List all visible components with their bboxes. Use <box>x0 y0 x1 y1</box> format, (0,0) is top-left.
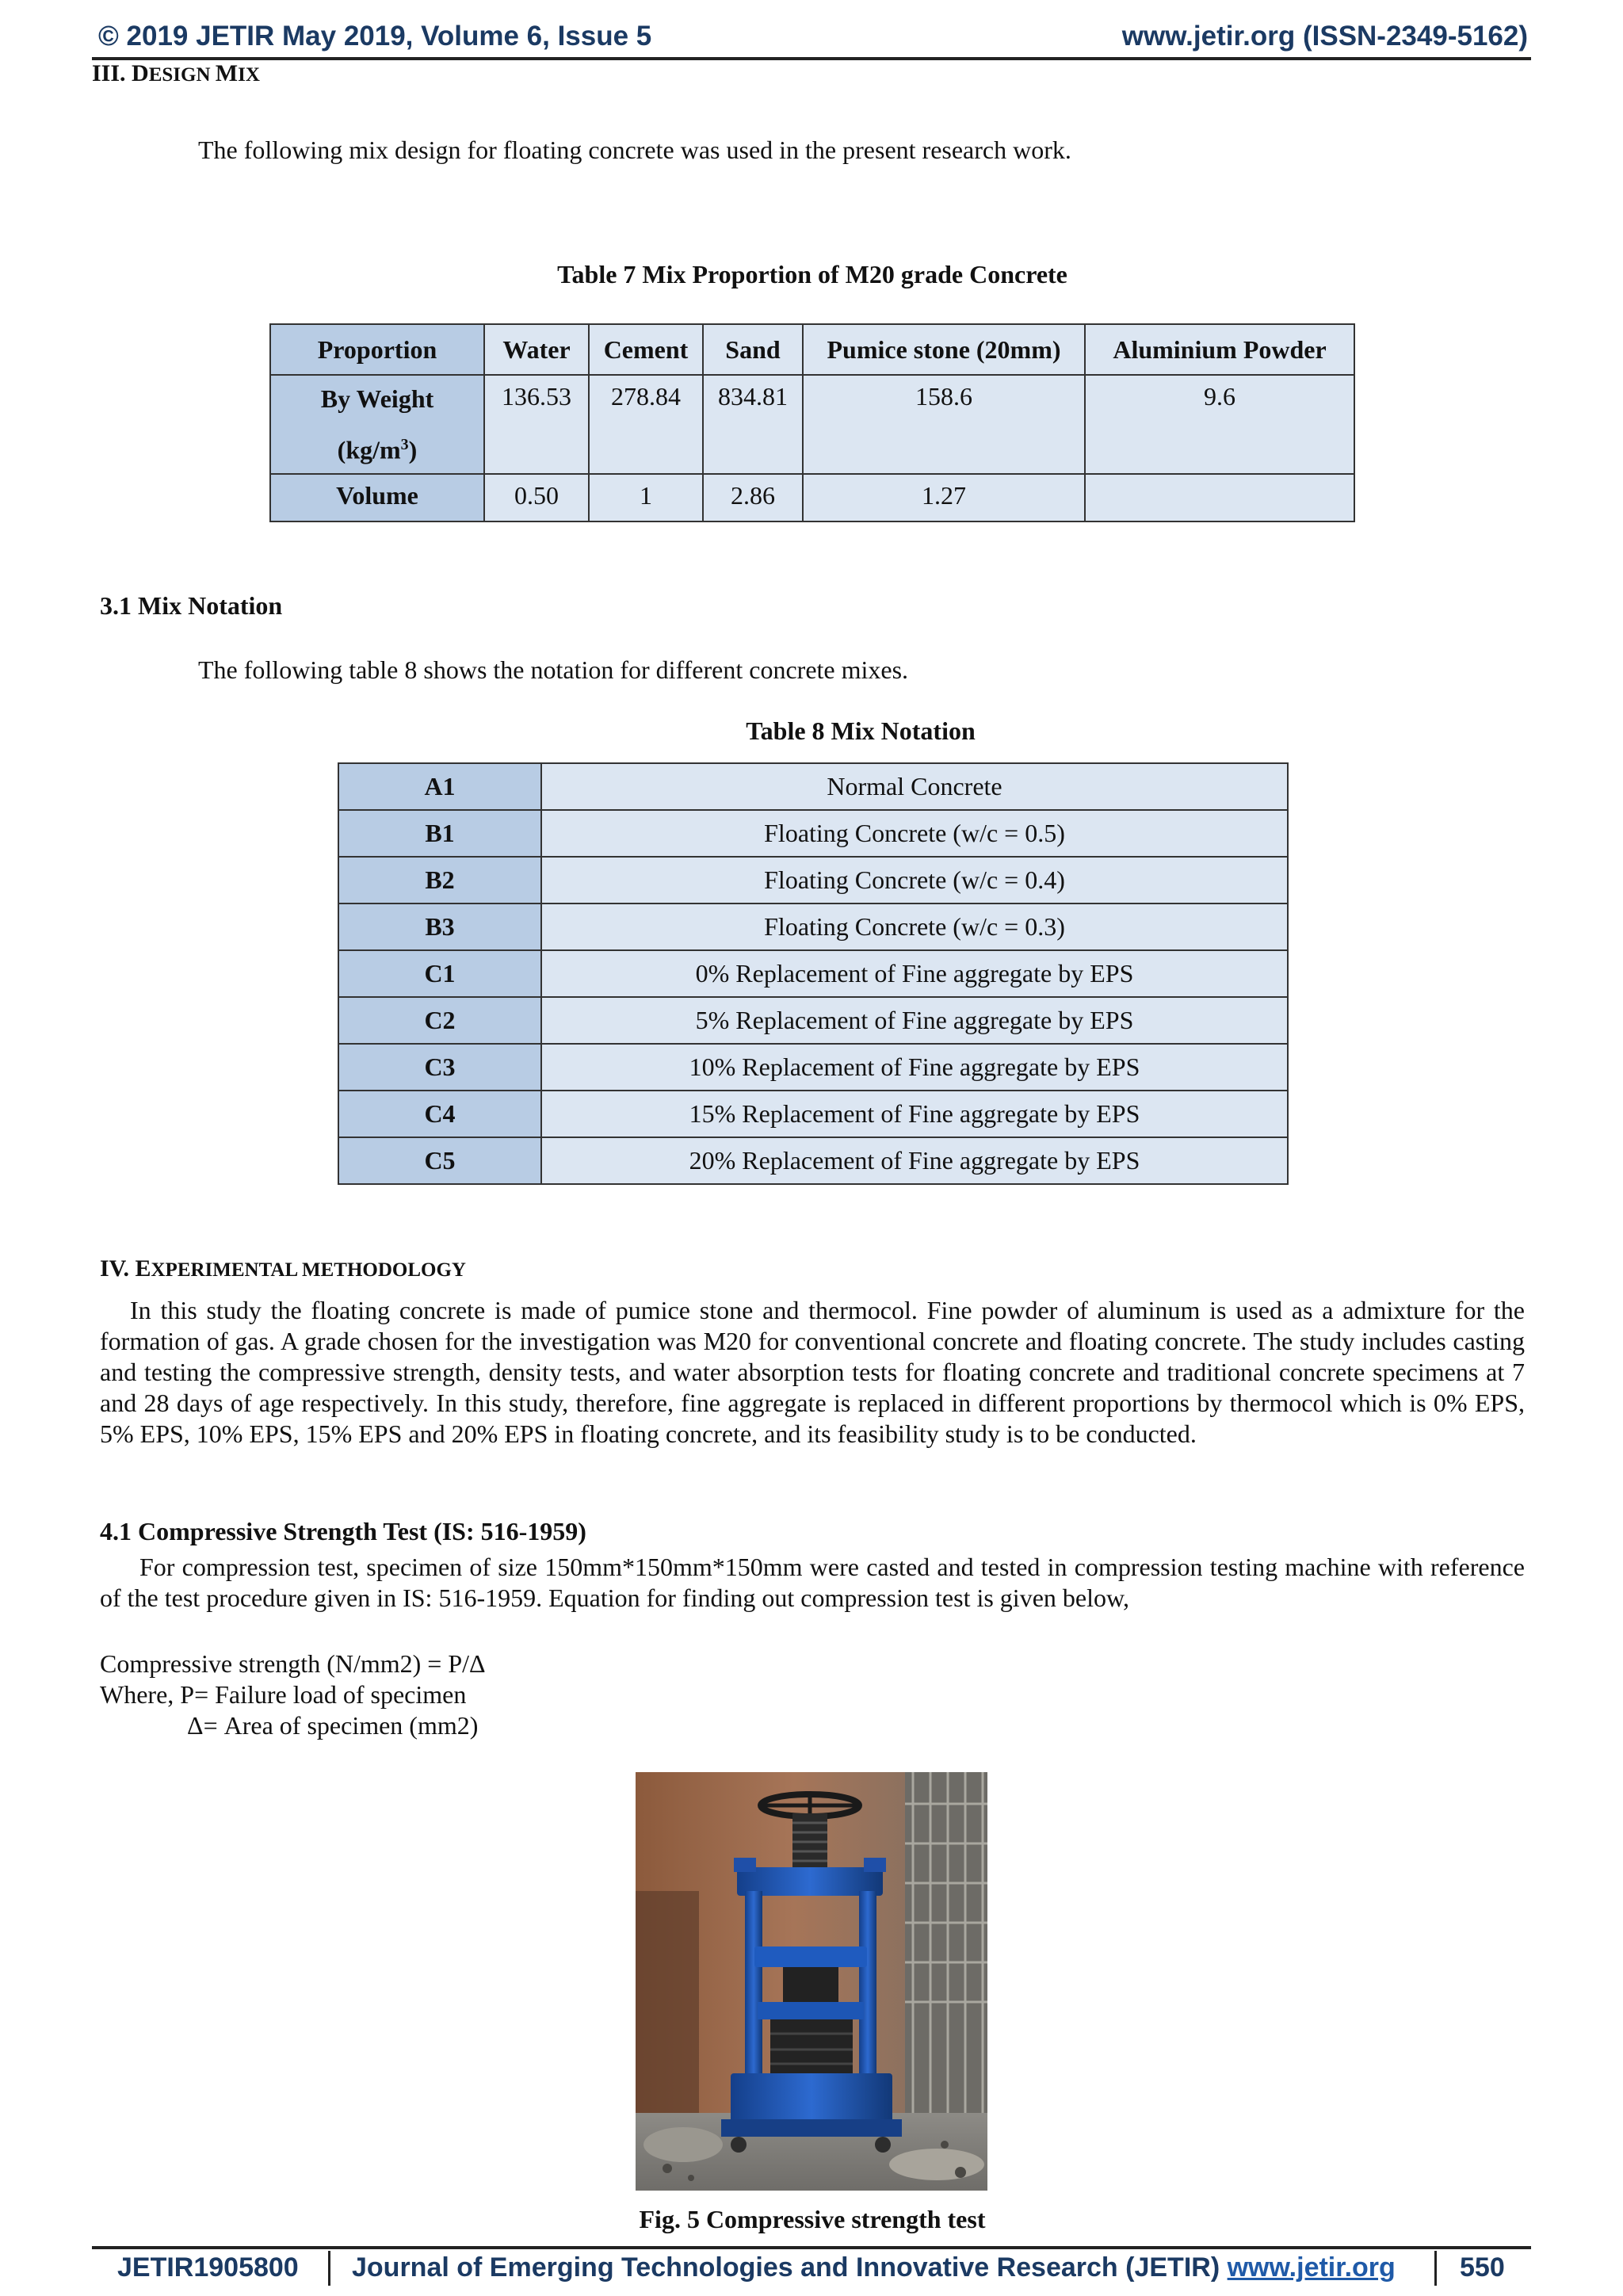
equation-line-3: Δ= Area of specimen (mm2) <box>187 1711 479 1740</box>
table-8-code: C1 <box>338 950 541 997</box>
table-8-row <box>338 810 1288 857</box>
table-8-desc: 5% Replacement of Fine aggregate by EPS <box>541 997 1288 1044</box>
subsection-4-1-paragraph: For compression test, specimen of size 150mm*150mm*150mm were casted and tested in compression testing machine with reference of the test procedure given in IS: 516-1959. Equation for finding out compression test is given below, <box>100 1553 1525 1612</box>
table-7-cell: 834.81 <box>703 375 803 474</box>
table-7-row-label: Volume <box>270 474 484 521</box>
table-8-code: C2 <box>338 997 541 1044</box>
table-8-desc: 15% Replacement of Fine aggregate by EPS <box>541 1091 1288 1137</box>
section-3-heading: III. DESIGN MIX <box>92 60 260 86</box>
table-8-row <box>338 1091 1288 1137</box>
section-4-heading: IV. EXPERIMENTAL METHODOLOGY <box>100 1255 466 1282</box>
table-7-cell: 2.86 <box>703 474 803 521</box>
table-8-desc: Normal Concrete <box>541 763 1288 810</box>
table-8-row <box>338 1137 1288 1184</box>
footer-id: JETIR1905800 <box>117 2252 299 2283</box>
footer-divider <box>328 2251 330 2286</box>
table-8-desc: 10% Replacement of Fine aggregate by EPS <box>541 1044 1288 1091</box>
table-7-cell <box>1085 474 1354 521</box>
table-7-cell: 1 <box>589 474 703 521</box>
table-8-row <box>338 950 1288 997</box>
table-8-row <box>338 997 1288 1044</box>
table-8-desc: Floating Concrete (w/c = 0.3) <box>541 904 1288 950</box>
table-7-header-cell: Water <box>484 324 589 375</box>
subsection-3-1-intro: The following table 8 shows the notation for different concrete mixes. <box>198 655 909 684</box>
figure-5-caption: Fig. 5 Compressive strength test <box>639 2205 986 2233</box>
table-7-header-cell: Proportion <box>270 324 484 375</box>
table-8-code: B3 <box>338 904 541 950</box>
table-7-row-label: By Weight $(kg/m^3)$ <box>270 375 484 474</box>
footer-link[interactable]: www.jetir.org <box>1227 2252 1396 2283</box>
table-8-desc: Floating Concrete (w/c = 0.4) <box>541 857 1288 904</box>
table-8-caption: Table 8 Mix Notation <box>746 716 976 745</box>
table-8-desc: 0% Replacement of Fine aggregate by EPS <box>541 950 1288 997</box>
header-rule <box>92 57 1531 60</box>
table-7-cell: 278.84 <box>589 375 703 474</box>
footer-page-number: 550 <box>1460 2252 1505 2283</box>
equation-line-1: Compressive strength (N/mm2) = P/Δ <box>100 1649 486 1678</box>
table-8-row <box>338 763 1288 810</box>
table-8-code: B1 <box>338 810 541 857</box>
header-left: © 2019 JETIR May 2019, Volume 6, Issue 5 <box>98 21 652 52</box>
footer-rule <box>92 2246 1531 2249</box>
table-7-header-row <box>270 324 1354 375</box>
subsection-4-1-title: 4.1 Compressive Strength Test (IS: 516-1959) <box>100 1517 586 1545</box>
table-7-cell: 136.53 <box>484 375 589 474</box>
table-7 <box>269 323 1355 522</box>
table-8-code: C4 <box>338 1091 541 1137</box>
table-7-header-cell: Cement <box>589 324 703 375</box>
footer-divider <box>1434 2251 1437 2286</box>
table-8-code: B2 <box>338 857 541 904</box>
table-8-desc: 20% Replacement of Fine aggregate by EPS <box>541 1137 1288 1184</box>
table-7-header-cell: Sand <box>703 324 803 375</box>
table-7-header-cell: Pumice stone (20mm) <box>803 324 1085 375</box>
footer-journal: Journal of Emerging Technologies and Innovative Research (JETIR) www.jetir.org <box>352 2252 1396 2283</box>
subsection-3-1-title: 3.1 Mix Notation <box>100 591 283 620</box>
table-8 <box>338 762 1289 1185</box>
table-7-cell: 158.6 <box>803 375 1085 474</box>
section-4-paragraph: In this study the floating concrete is made of pumice stone and thermocol. Fine powder of aluminum is used as a admixture for the formation of gas. A grade chosen for the investigation was M20 for conventional concrete and floating concrete. The study includes casting and testing the compressive strength, density tests, and water absorption tests for floating concrete and traditional concrete specimens at 7 and 28 days of age respectively. In this study, therefore, fine aggregate is replaced in different proportions by thermocol which is 0% EPS, 5% EPS, 10% EPS, 15% EPS and 20% EPS in floating concrete, and its feasibility study is to be conducted. <box>100 1296 1525 1448</box>
table-7-caption: Table 7 Mix Proportion of M20 grade Concrete <box>557 260 1067 288</box>
table-8-row <box>338 857 1288 904</box>
header-right: www.jetir.org (ISSN-2349-5162) <box>1121 21 1528 52</box>
table-7-cell: 0.50 <box>484 474 589 521</box>
section-3-intro: The following mix design for floating concrete was used in the present research work. <box>198 136 1071 164</box>
table-8-code: C3 <box>338 1044 541 1091</box>
table-8-code: C5 <box>338 1137 541 1184</box>
table-7-header-cell: Aluminium Powder <box>1085 324 1354 375</box>
table-7-cell: 1.27 <box>803 474 1085 521</box>
table-7-row <box>270 474 1354 521</box>
equation-line-2: Where, P= Failure load of specimen <box>100 1680 467 1709</box>
table-7-row <box>270 375 1354 474</box>
table-8-row <box>338 1044 1288 1091</box>
table-8-row <box>338 904 1288 950</box>
compression-machine-photo <box>636 1772 987 2191</box>
table-7-cell: 9.6 <box>1085 375 1354 474</box>
table-8-code: A1 <box>338 763 541 810</box>
table-8-desc: Floating Concrete (w/c = 0.5) <box>541 810 1288 857</box>
